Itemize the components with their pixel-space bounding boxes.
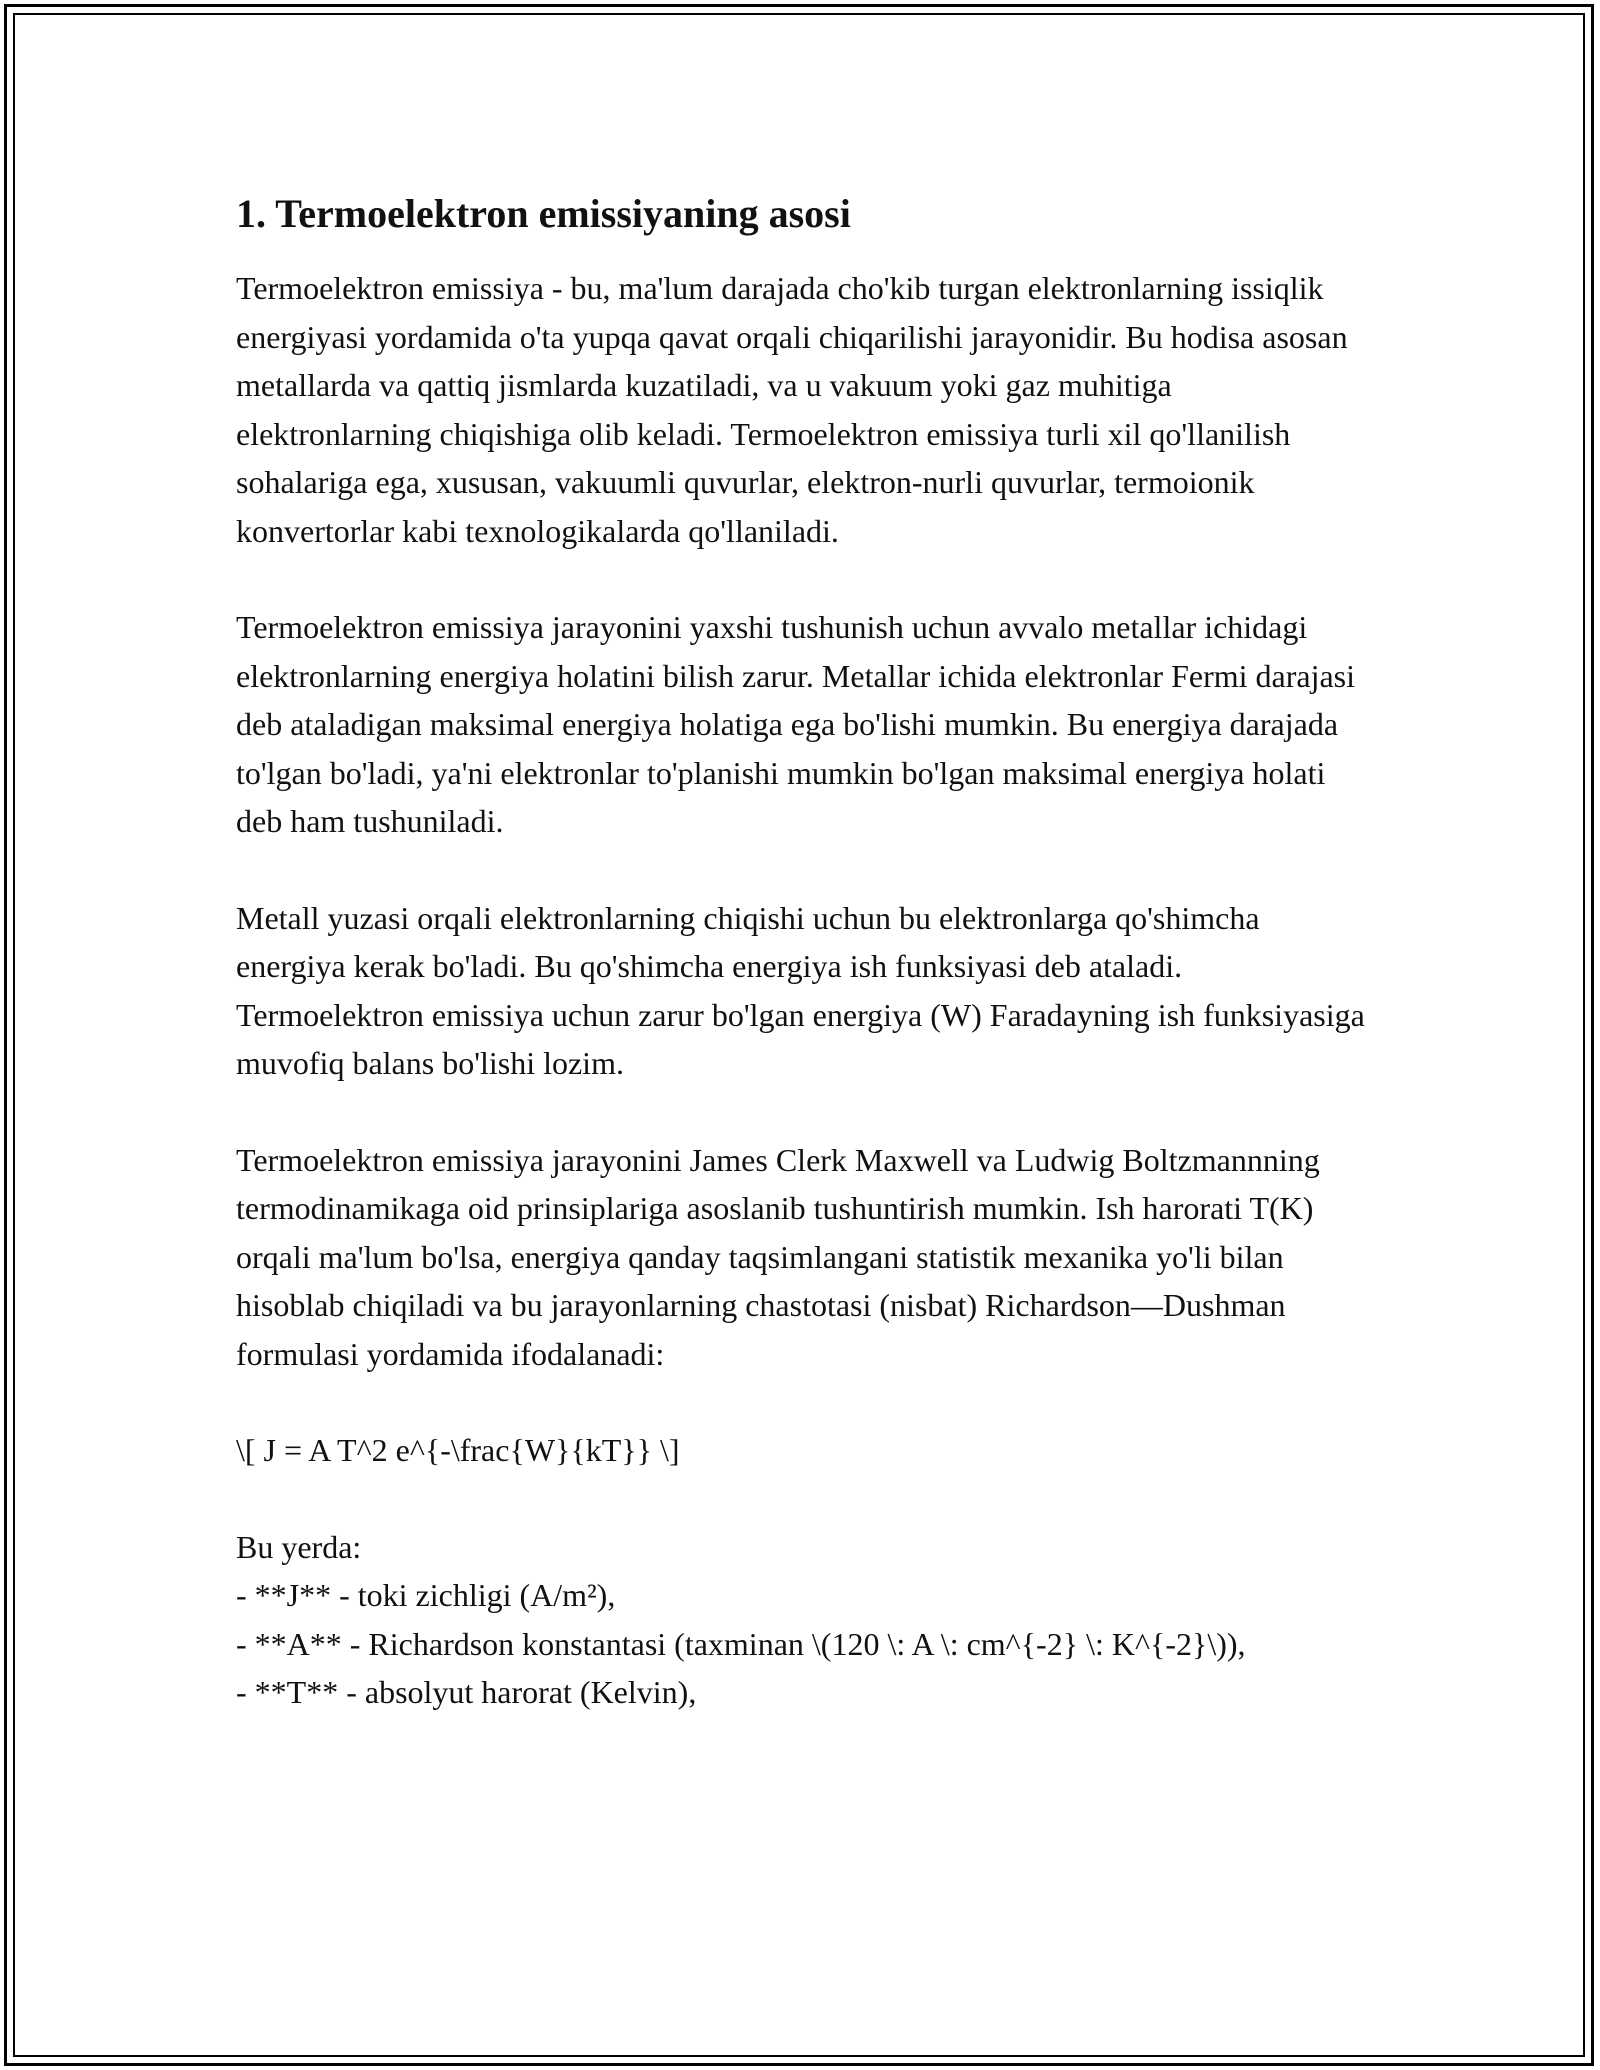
list-item: - **A** - Richardson konstantasi (taxminan \(120 \: A \: cm^{-2} \: K^{-2}\)),: [236, 1625, 1246, 1662]
list-item: - **J** - toki zichligi (A/m²),: [236, 1577, 616, 1613]
paragraph-fermi-level: Termoelektron emissiya jarayonini yaxshi tushunish uchun avvalo metallar ichidagi elektronlarning energiya holatini bilish zarur. Metallar ichida elektronlar Fermi darajasi deb ataladigan maksimal energiya holatiga ega bo'lishi mumkin. Bu energiya darajada to'lgan bo'ladi, ya'ni elektronlar to'planishi mumkin bo'lgan maksimal energiya holati deb ham tushuniladi.: [236, 609, 1356, 839]
section-heading: 1. Termoelektron emissiyaning asosi: [236, 191, 851, 236]
list-intro: Bu yerda:: [236, 1528, 362, 1565]
paragraph-work-function: Metall yuzasi orqali elektronlarning chiqishi uchun bu elektronlarga qo'shimcha energiya kerak bo'ladi. Bu qo'shimcha energiya ish funksiyasi deb ataladi. Termoelektron emissiya uchun zarur bo'lgan energiya (W) Faradayning ish funksiyasiga muvofiq balans bo'lishi lozim.: [236, 899, 1365, 1081]
richardson-formula: \[ J = A T^2 e^{-\frac{W}{kT}} \]: [236, 1432, 680, 1468]
document-body: [236, 186, 1366, 1717]
variable-definitions: [236, 1523, 1366, 1717]
list-item: - **T** - absolyut harorat (Kelvin),: [236, 1674, 697, 1710]
paragraph-richardson: Termoelektron emissiya jarayonini James Clerk Maxwell va Ludwig Boltzmannning termodinamikaga oid prinsiplariga asoslanib tushuntirish mumkin. Ish harorati T(K) orqali ma'lum bo'lsa, energiya qanday taqsimlangani statistik mexanika yo'li bilan hisoblab chiqiladi va bu jarayonlarning chastotasi (nisbat) Richardson—Dushman formulasi yordamida ifodalanadi:: [236, 1141, 1320, 1372]
paragraph-intro: Termoelektron emissiya - bu, ma'lum darajada cho'kib turgan elektronlarning issiqlik energiyasi yordamida o'ta yupqa qavat orqali chiqarilishi jarayonidir. Bu hodisa asosan metallarda va qattiq jismlarda kuzatiladi, va u vakuum yoki gaz muhitiga elektronlarning chiqishiga olib keladi. Termoelektron emissiya turli xil qo'llanilish sohalariga ega, xususan, vakuumli quvurlar, elektron-nurli quvurlar, termoionik konvertorlar kabi texnologikalarda qo'llaniladi.: [236, 270, 1348, 549]
